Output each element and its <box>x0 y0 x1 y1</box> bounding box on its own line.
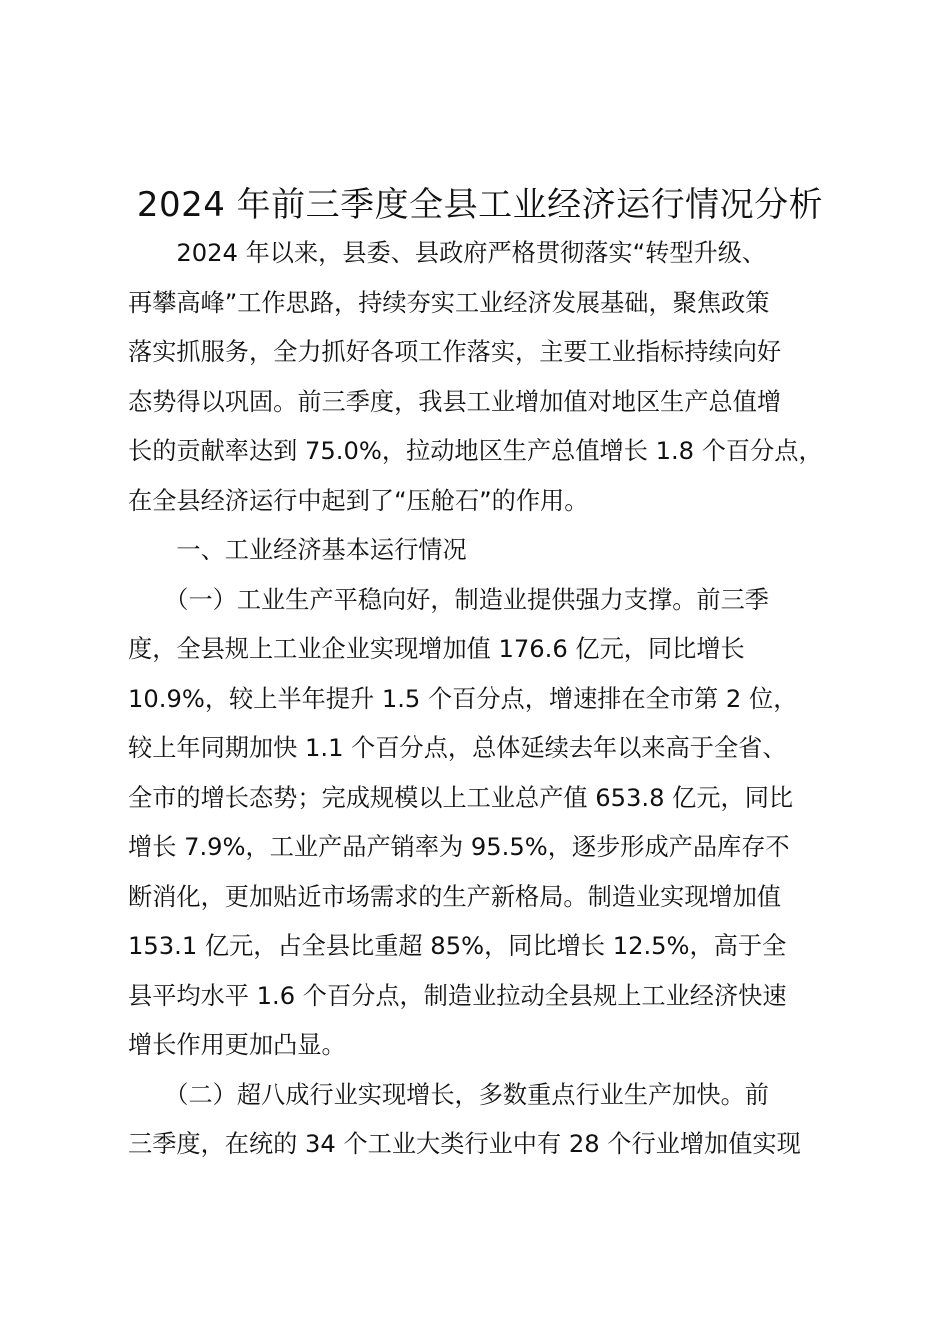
document-body <box>128 229 868 1170</box>
text-line: 10.9%，较上半年提升 1.5 个百分点，增速排在全市第 2 位， <box>128 684 798 713</box>
text-line: 2024 年以来，县委、县政府严格贯彻落实“转型升级、 <box>128 239 767 267</box>
document-title: 2024 年前三季度全县工业经济运行情况分析 <box>136 185 824 225</box>
text-line: 增长 7.9%，工业产品产销率为 95.5%，逐步形成产品库存不 <box>128 833 790 861</box>
intro-paragraph <box>128 229 868 526</box>
subsection-paragraph-1 <box>128 576 868 1071</box>
text-line: 一、工业经济基本运行情况 <box>128 536 467 564</box>
text-line: 三季度，在统的 34 个工业大类行业中有 28 个行业增加值实现 <box>128 1130 801 1158</box>
text-line: 度，全县规上工业企业实现增加值 176.6 亿元，同比增长 <box>128 635 745 663</box>
text-line: 再攀高峰”工作思路，持续夯实工业经济发展基础，聚焦政策 <box>128 288 770 317</box>
subsection-paragraph-2 <box>128 1071 868 1170</box>
section-heading <box>128 526 868 576</box>
text-line: 县平均水平 1.6 个百分点，制造业拉动全县规上工业经济快速 <box>128 981 787 1010</box>
text-line: 断消化，更加贴近市场需求的生产新格局。制造业实现增加值 <box>128 882 782 911</box>
text-line: 较上年同期加快 1.1 个百分点，总体延续去年以来高于全省、 <box>128 734 787 762</box>
text-line: 增长作用更加凸显。 <box>128 1031 346 1059</box>
text-line: 落实抓服务，全力抓好各项工作落实，主要工业指标持续向好 <box>128 338 782 366</box>
text-line: （二）超八成行业实现增长，多数重点行业生产加快。前 <box>128 1080 769 1109</box>
text-line: 153.1 亿元，占全县比重超 85%，同比增长 12.5%，高于全 <box>128 932 787 960</box>
text-line: 在全县经济运行中起到了“压舱石”的作用。 <box>128 486 589 515</box>
text-line: 态势得以巩固。前三季度，我县工业增加值对地区生产总值增 <box>128 387 782 416</box>
text-line: 全市的增长态势；完成规模以上工业总产值 653.8 亿元，同比 <box>128 783 794 812</box>
text-line: 长的贡献率达到 75.0%，拉动地区生产总值增长 1.8 个百分点， <box>128 437 823 465</box>
text-line: （一）工业生产平稳向好，制造业提供强力支撑。前三季 <box>128 585 769 614</box>
